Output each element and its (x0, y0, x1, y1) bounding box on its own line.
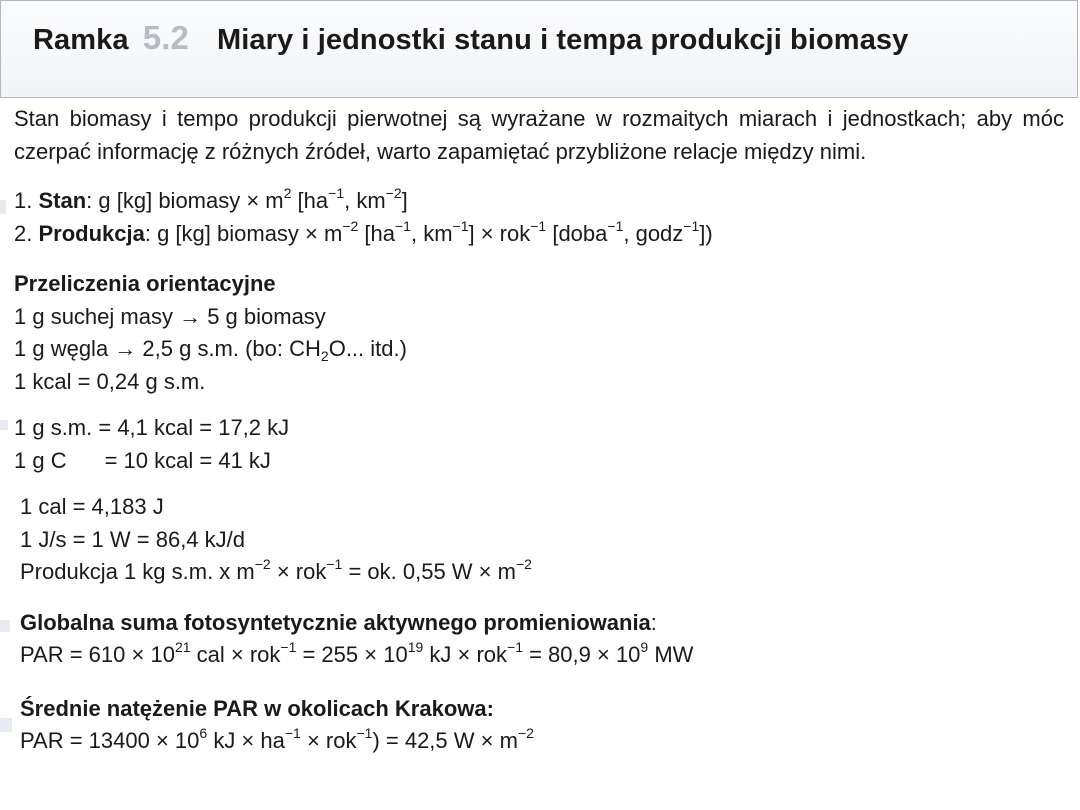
global-par-heading: Globalna suma fotosyntetycznie aktywnego promieniowania: (20, 609, 657, 635)
conversion-line-2: 1 g węgla → 2,5 g s.m. (bo: $CH_2O$... itd.) (14, 336, 407, 364)
box-header (0, 0, 1078, 98)
box-body (14, 103, 1064, 758)
box-number: 5.2 (142, 19, 189, 56)
krakow-par-formula: PAR = $13400 \times 10^6$ kJ × $ha^{-1} \times rok^{-1}) = 42,5$ $W \times m^{-2}$ (20, 725, 534, 753)
intro-paragraph: Stan biomasy i tempo produkcji pierwotnej są wyrażane w rozmaitych miarach i jednostkach; aby móc czerpać informację z różnych źródeł, warto zapamiętać przybliżone relacje między nimi. (14, 106, 1064, 164)
scan-artifact (0, 718, 12, 732)
conversion-line-7: 1 J/s = 1 W = 86,4 kJ/d (20, 526, 245, 552)
box-title (33, 19, 908, 57)
scan-artifact (0, 200, 6, 214)
krakow-par-heading: Średnie natężenie PAR w okolicach Krakowa: (20, 695, 494, 721)
scan-artifact (0, 620, 10, 632)
conversion-line-8: Produkcja 1 kg s.m. x $m^{-2} \times rok^{-1}$ = ok. 0,55 $W \times m^{-2}$ (20, 556, 532, 584)
list-item-stan: 1. Stan: g [kg] biomasy × $m^2$ [$ha^{-1}$, $km^{-2}$] (14, 185, 408, 213)
conversion-line-4: 1 g s.m. = 4,1 kcal = 17,2 kJ (14, 415, 290, 440)
box-heading: Miary i jednostki stanu i tempa produkcji biomasy (216, 24, 909, 56)
conversions-heading: Przeliczenia orientacyjne (14, 271, 276, 296)
scan-artifact (0, 420, 8, 430)
box-prefix: Ramka (33, 24, 129, 56)
conversion-line-1: 1 g suchej masy → 5 g biomasy (14, 303, 326, 329)
conversion-line-5: 1 g C = 10 kcal = 41 kJ (14, 447, 271, 473)
conversion-line-3: 1 kcal = 0,24 g s.m. (14, 368, 206, 394)
conversion-line-6: 1 cal = 4,183 J (20, 494, 164, 519)
global-par-formula: PAR = $610 \times 10^{21}$ cal × $rok^{-1} = 255 \times 10^{19}$ kJ × $rok^{-1} = 80,9 \times 10^9$ MW (20, 639, 694, 667)
list-item-produkcja: 2. Produkcja: g [kg] biomasy × $m^{-2}$ [$ha^{-1}$, $km^{-1}] \times rok^{-1}$ [doba$^{-1}$, godz$^{-1}$]) (14, 217, 713, 246)
